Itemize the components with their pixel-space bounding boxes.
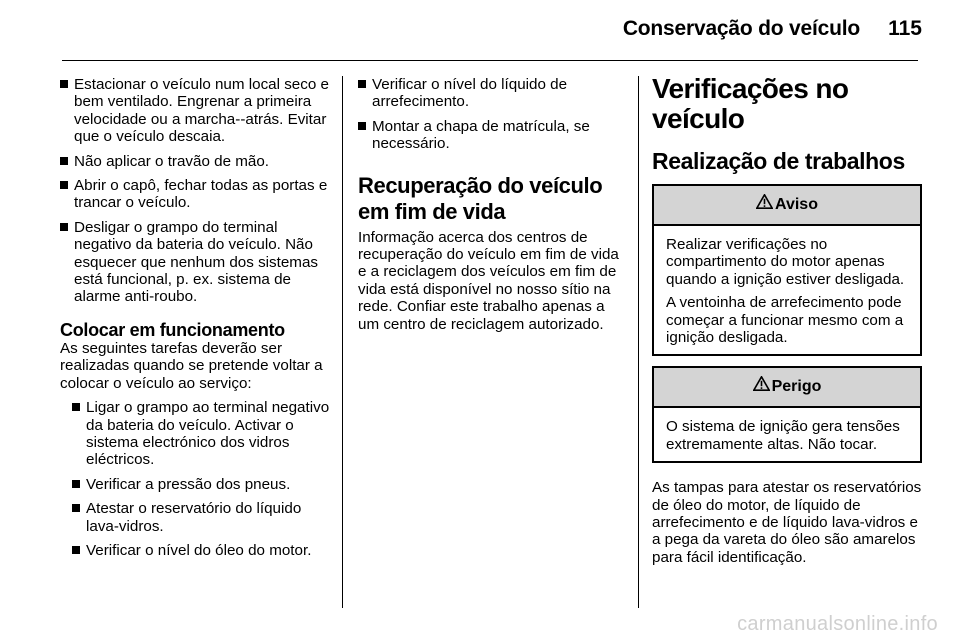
bullet-list-restart	[60, 399, 330, 559]
bullet-square-icon	[358, 122, 366, 130]
warning-box	[652, 184, 922, 356]
list-item: Desligar o grampo do terminal negativo da bateria do veículo. Não esquecer que nenhum dos sistemas está funcional, p. ex. sistema de alarme anti-roubo.	[60, 219, 330, 306]
list-item: Atestar o reservatório do líquido lava-vidros.	[72, 500, 330, 535]
warning-triangle-icon	[753, 368, 770, 406]
bullet-square-icon	[60, 223, 68, 231]
header-rule	[62, 60, 918, 61]
danger-text: O sistema de ignição gera tensões extremamente altas. Não tocar.	[666, 418, 900, 453]
list-item: Verificar a pressão dos pneus.	[72, 476, 330, 493]
section-intro: As seguintes tarefas deverão ser realizadas quando se pretende voltar a colocar o veículo ao serviço:	[60, 339, 323, 392]
section-paragraph: As tampas para atestar os reservatórios de óleo do motor, de líquido de arrefecimento e de líquido lava-vidros e a pega da vareta do óleo são amarelos para fácil identificação.	[652, 479, 922, 566]
header-title: Conservação do veículo	[622, 17, 860, 40]
section-heading: Recuperação do veículo em fim de vida	[358, 172, 603, 224]
danger-box-header	[654, 368, 920, 408]
danger-box	[652, 366, 922, 463]
bullet-square-icon	[72, 403, 80, 411]
section-heading: Realização de trabalhos	[652, 148, 905, 174]
danger-box-body	[654, 408, 920, 461]
column-1	[60, 76, 330, 566]
list-item: Montar a chapa de matrícula, se necessário.	[358, 118, 620, 153]
bullet-square-icon	[358, 80, 366, 88]
column-divider-2	[638, 76, 639, 608]
list-item: Estacionar o veículo num local seco e bem ventilado. Engrenar a primeira velocidade ou a marcha--atrás. Evitar que o veículo descaia.	[60, 76, 330, 146]
warning-text: A ventoinha de arrefecimento pode começar a funcionar mesmo com a ignição desligada.	[666, 294, 904, 347]
warning-text: Realizar verificações no compartimento do motor apenas quando a ignição estiver desligada.	[666, 236, 905, 288]
section-subheading: Colocar em funcionamento	[60, 319, 285, 340]
bullet-list-storage	[60, 76, 330, 306]
bullet-square-icon	[72, 480, 80, 488]
list-item: Verificar o nível do óleo do motor.	[72, 542, 330, 559]
bullet-square-icon	[60, 181, 68, 189]
warning-box-header	[654, 186, 920, 226]
list-item: Abrir o capô, fechar todas as portas e trancar o veículo.	[60, 177, 330, 212]
list-item: Verificar o nível do líquido de arrefecimento.	[358, 76, 620, 111]
bullet-square-icon	[72, 546, 80, 554]
page-number: 115	[888, 17, 922, 40]
chapter-heading: Verificações no veículo	[652, 73, 849, 134]
column-2	[358, 76, 620, 333]
column-3	[652, 73, 922, 566]
section-paragraph: Informação acerca dos centros de recuperação do veículo em fim de vida e a reciclagem dos veículos em fim de vida está disponível no nosso sítio na rede. Confiar este trabalho apenas a um centro de reciclagem autorizado.	[358, 228, 619, 333]
list-item: Não aplicar o travão de mão.	[60, 153, 330, 170]
warning-box-body	[654, 226, 920, 354]
warning-box-label: Aviso	[775, 196, 818, 214]
list-item: Ligar o grampo ao terminal negativo da bateria do veículo. Activar o sistema electrónico dos vidros eléctricos.	[72, 399, 330, 469]
danger-box-label: Perigo	[771, 378, 822, 396]
bullet-square-icon	[60, 157, 68, 165]
watermark: carmanualsonline.info	[737, 613, 938, 635]
bullet-list-restart-continued	[358, 76, 620, 153]
warning-triangle-icon	[756, 186, 773, 224]
page-header	[0, 0, 960, 60]
bullet-square-icon	[72, 504, 80, 512]
column-divider-1	[342, 76, 343, 608]
bullet-square-icon	[60, 80, 68, 88]
